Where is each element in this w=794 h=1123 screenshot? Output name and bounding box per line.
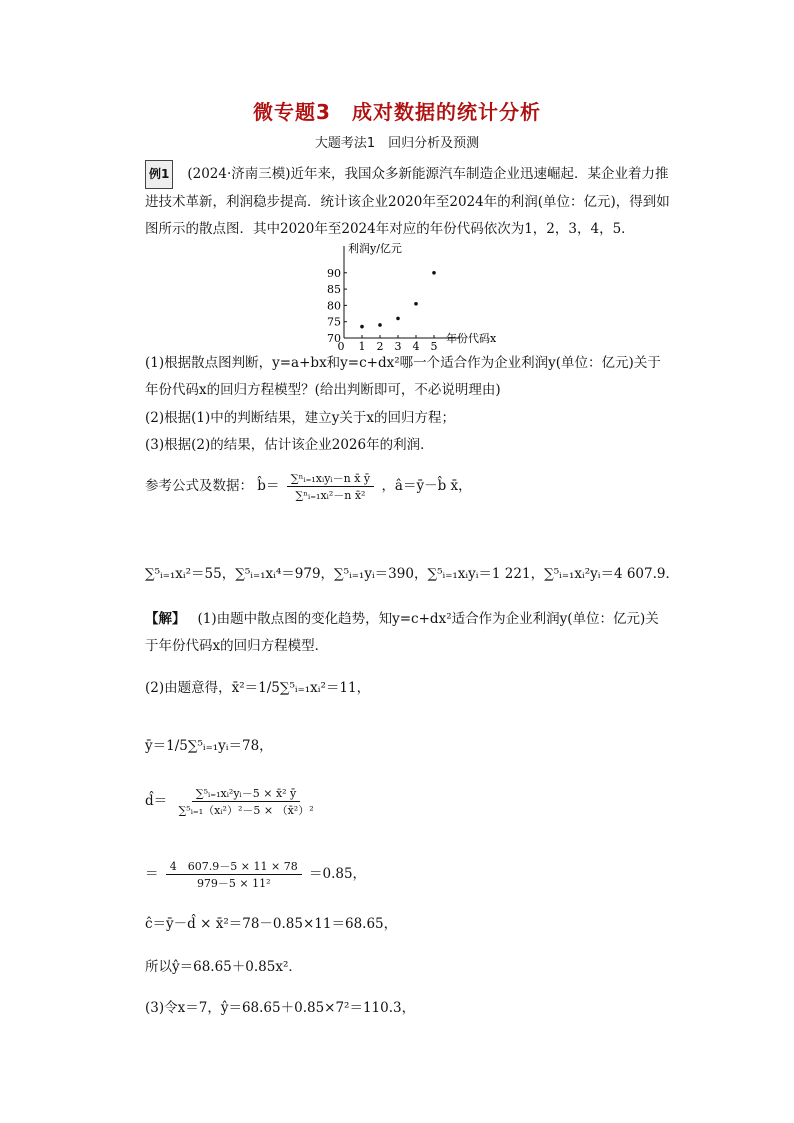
x-tick-label: 1: [358, 340, 366, 353]
solution-d-value: ＝ $\frac{4 607.9-5 \times 11 \times 78}{\text{979－5 × 11²}}$ ＝0.85，: [145, 860, 367, 890]
solution-part-1: [145, 606, 670, 660]
y-tick-label: 75: [327, 315, 341, 329]
x-tick-label: 0: [337, 340, 345, 353]
x-tick-label: 3: [394, 340, 402, 353]
x-tick-label: 2: [376, 340, 384, 353]
reference-formulas: [145, 470, 472, 503]
x-tick-label: 5: [430, 340, 438, 353]
example-tag: 例1: [145, 160, 179, 189]
reference-label: 参考公式及数据：: [145, 478, 253, 494]
solution-c-value: ĉ＝ȳ－d̂ × x̄²＝78－0.85×11＝68.65，: [145, 916, 398, 932]
d-hat-numerator: ∑⁵ᵢ₌₁xᵢ²yᵢ－5 × x̄² ȳ: [192, 785, 300, 802]
y-tick-label: 80: [327, 299, 341, 313]
y-tick-label: 70: [327, 332, 341, 345]
example-intro-text: (2024·济南三模)近年来，我国众多新能源汽车制造企业迅速崛起．某企业着力推进技术革新，利润稳步提高．统计该企业2020年至2024年的利润(单位：亿元)，得到如图所示的散点图．其中2020年至2024年对应的年份代码依次为1，2，3，4，5．: [145, 166, 670, 237]
given-data: ∑⁵ᵢ₌₁xᵢ²＝55，∑⁵ᵢ₌₁xᵢ⁴＝979，∑⁵ᵢ₌₁yᵢ＝390，∑⁵ᵢ₌₁xᵢyᵢ＝1 221，∑⁵ᵢ₌₁xᵢ²yᵢ＝4 607.9．: [145, 566, 679, 582]
d-value-fraction: [166, 858, 302, 891]
solution-y-mean: ȳ＝1/5∑⁵ᵢ₌₁yᵢ＝78，: [145, 738, 273, 754]
solution-d-formula: [145, 785, 321, 818]
y-tick-label: 85: [327, 283, 341, 297]
scatter-point: [432, 271, 436, 275]
d-hat-denominator: ∑⁵ᵢ₌₁（xᵢ²）²－5 × （x̄²）²: [178, 804, 314, 817]
page-title: 微专题3 成对数据的统计分析: [253, 100, 541, 124]
solution-regression-equation: 所以ŷ＝68.65＋0.85x²．: [145, 959, 302, 975]
x-tick-label: 4: [412, 340, 420, 353]
example-intro: [145, 160, 670, 243]
formula-b-lhs: b̂＝: [257, 478, 280, 494]
y-tick-label: 90: [327, 266, 341, 280]
question-3: (3)根据(2)的结果，估计该企业2026年的利润．: [145, 437, 434, 453]
solution-part-1-text: (1)由题中散点图的变化趋势，知y=c+dx²适合作为企业利润y(单位：亿元)关于年份代码x的回归方程模型．: [145, 611, 659, 654]
d-value-result: ＝0.85，: [309, 866, 367, 882]
formula-a: ，â＝ȳ－b̂ x̄，: [381, 478, 472, 494]
formula-b-denominator: ∑ⁿᵢ₌₁xᵢ²－n x̄²: [295, 489, 366, 502]
scatter-chart: [320, 238, 520, 353]
question-2: (2)根据(1)中的判断结果，建立y关于x的回归方程；: [145, 410, 455, 426]
solution-tag: 【解】: [145, 611, 186, 627]
d-hat-fraction: [174, 785, 317, 818]
y-axis-label: 利润y/亿元: [348, 242, 402, 255]
formula-b-fraction: [287, 470, 374, 503]
solution-x2-mean: (2)由题意得，x̄²＝1/5∑⁵ᵢ₌₁xᵢ²＝11，: [145, 680, 371, 696]
d-value-denominator: 979－5 × 11²: [196, 877, 271, 890]
d-value-numerator: 4 607.9－5 × 11 × 78: [166, 858, 302, 875]
question-1: (1)根据散点图判断，y=a+bx和y=c+dx²哪一个适合作为企业利润y(单位：亿元)关于年份代码x的回归方程模型？(给出判断即可，不必说明理由): [145, 355, 661, 398]
x-axis-label: 年份代码x: [446, 332, 497, 345]
d-hat-lhs: d̂＝: [145, 793, 168, 809]
scatter-point: [396, 317, 400, 321]
scatter-point: [360, 325, 364, 329]
solution-part-3: (3)令x＝7，ŷ＝68.65＋0.85×7²＝110.3，: [145, 1000, 416, 1016]
section-subtitle: 大题考法1 回归分析及预测: [314, 136, 480, 151]
formula-b-numerator: ∑ⁿᵢ₌₁xᵢyᵢ－n x̄ ȳ: [287, 470, 374, 487]
scatter-point: [414, 302, 418, 306]
scatter-point: [378, 323, 382, 327]
